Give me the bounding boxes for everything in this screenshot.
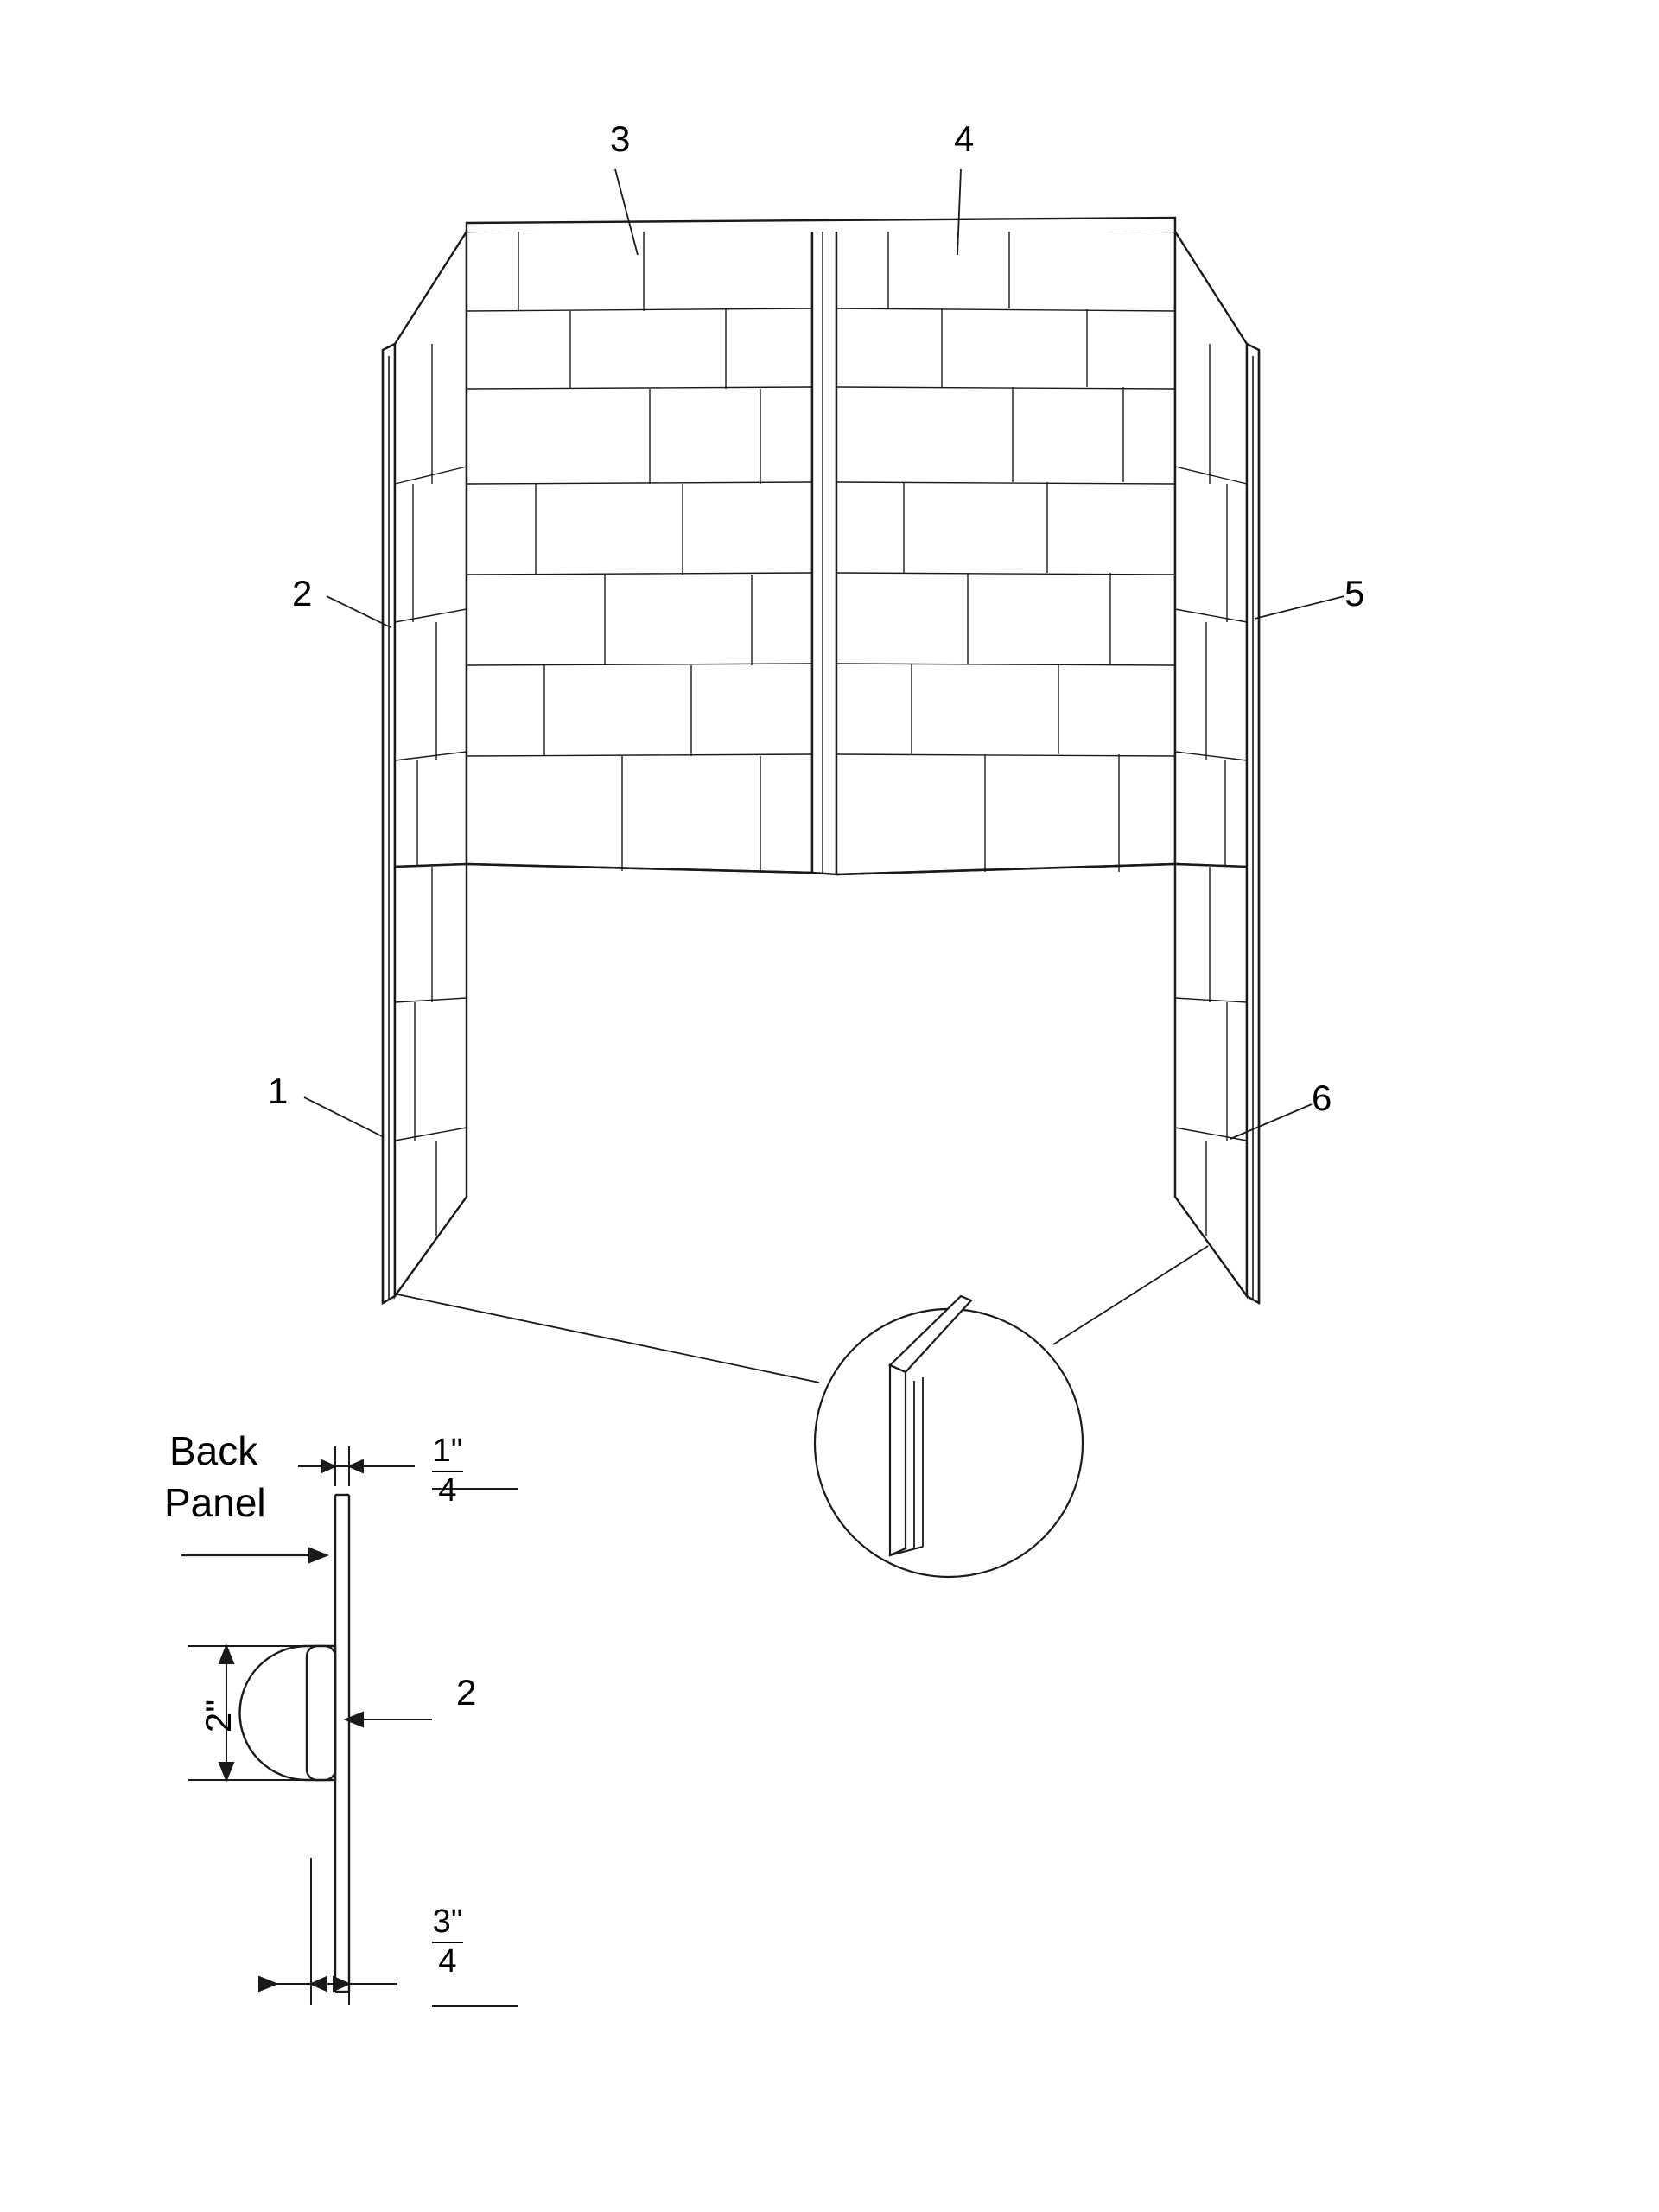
- left-side-panel-upper: [395, 232, 467, 867]
- callout-label-5: 5: [1344, 573, 1365, 613]
- dim-cleat-callout-label: 2: [456, 1672, 477, 1713]
- callout-label-2: 2: [292, 573, 313, 613]
- dim-bottom: [259, 1858, 518, 2006]
- dim-cleat-leader: [346, 1713, 432, 1726]
- back-panel-label-line1: Back: [169, 1428, 258, 1473]
- left-side-panel-lower: [395, 864, 467, 1296]
- dim-top: [298, 1446, 518, 1489]
- back-panel-right: [836, 226, 1175, 874]
- callout-label-4: 4: [954, 118, 975, 159]
- back-panel-left: [467, 226, 812, 873]
- callout-label-6: 6: [1312, 1077, 1332, 1118]
- detail-bubble: [815, 1296, 1083, 1577]
- dim-bottom-fraction: 3" 4: [432, 1904, 463, 1980]
- right-side-panel-upper: [1175, 232, 1247, 867]
- back-panel-label-line2: Panel: [164, 1480, 266, 1525]
- right-side-panel-edge: [1247, 344, 1259, 1303]
- dim-top-fraction: 1" 4: [432, 1433, 463, 1509]
- right-side-panel-lower: [1175, 864, 1247, 1296]
- back-panel-leader: [181, 1548, 327, 1562]
- top-rail: [467, 218, 1175, 232]
- left-side-panel-edge: [383, 344, 395, 1303]
- callout-label-1: 1: [268, 1071, 289, 1111]
- center-joint-strip: [812, 226, 836, 874]
- detail-bubble-leaders: [397, 1246, 1208, 1382]
- dim-cleat-height-label: 2": [198, 1699, 238, 1733]
- callout-label-3: 3: [610, 118, 631, 159]
